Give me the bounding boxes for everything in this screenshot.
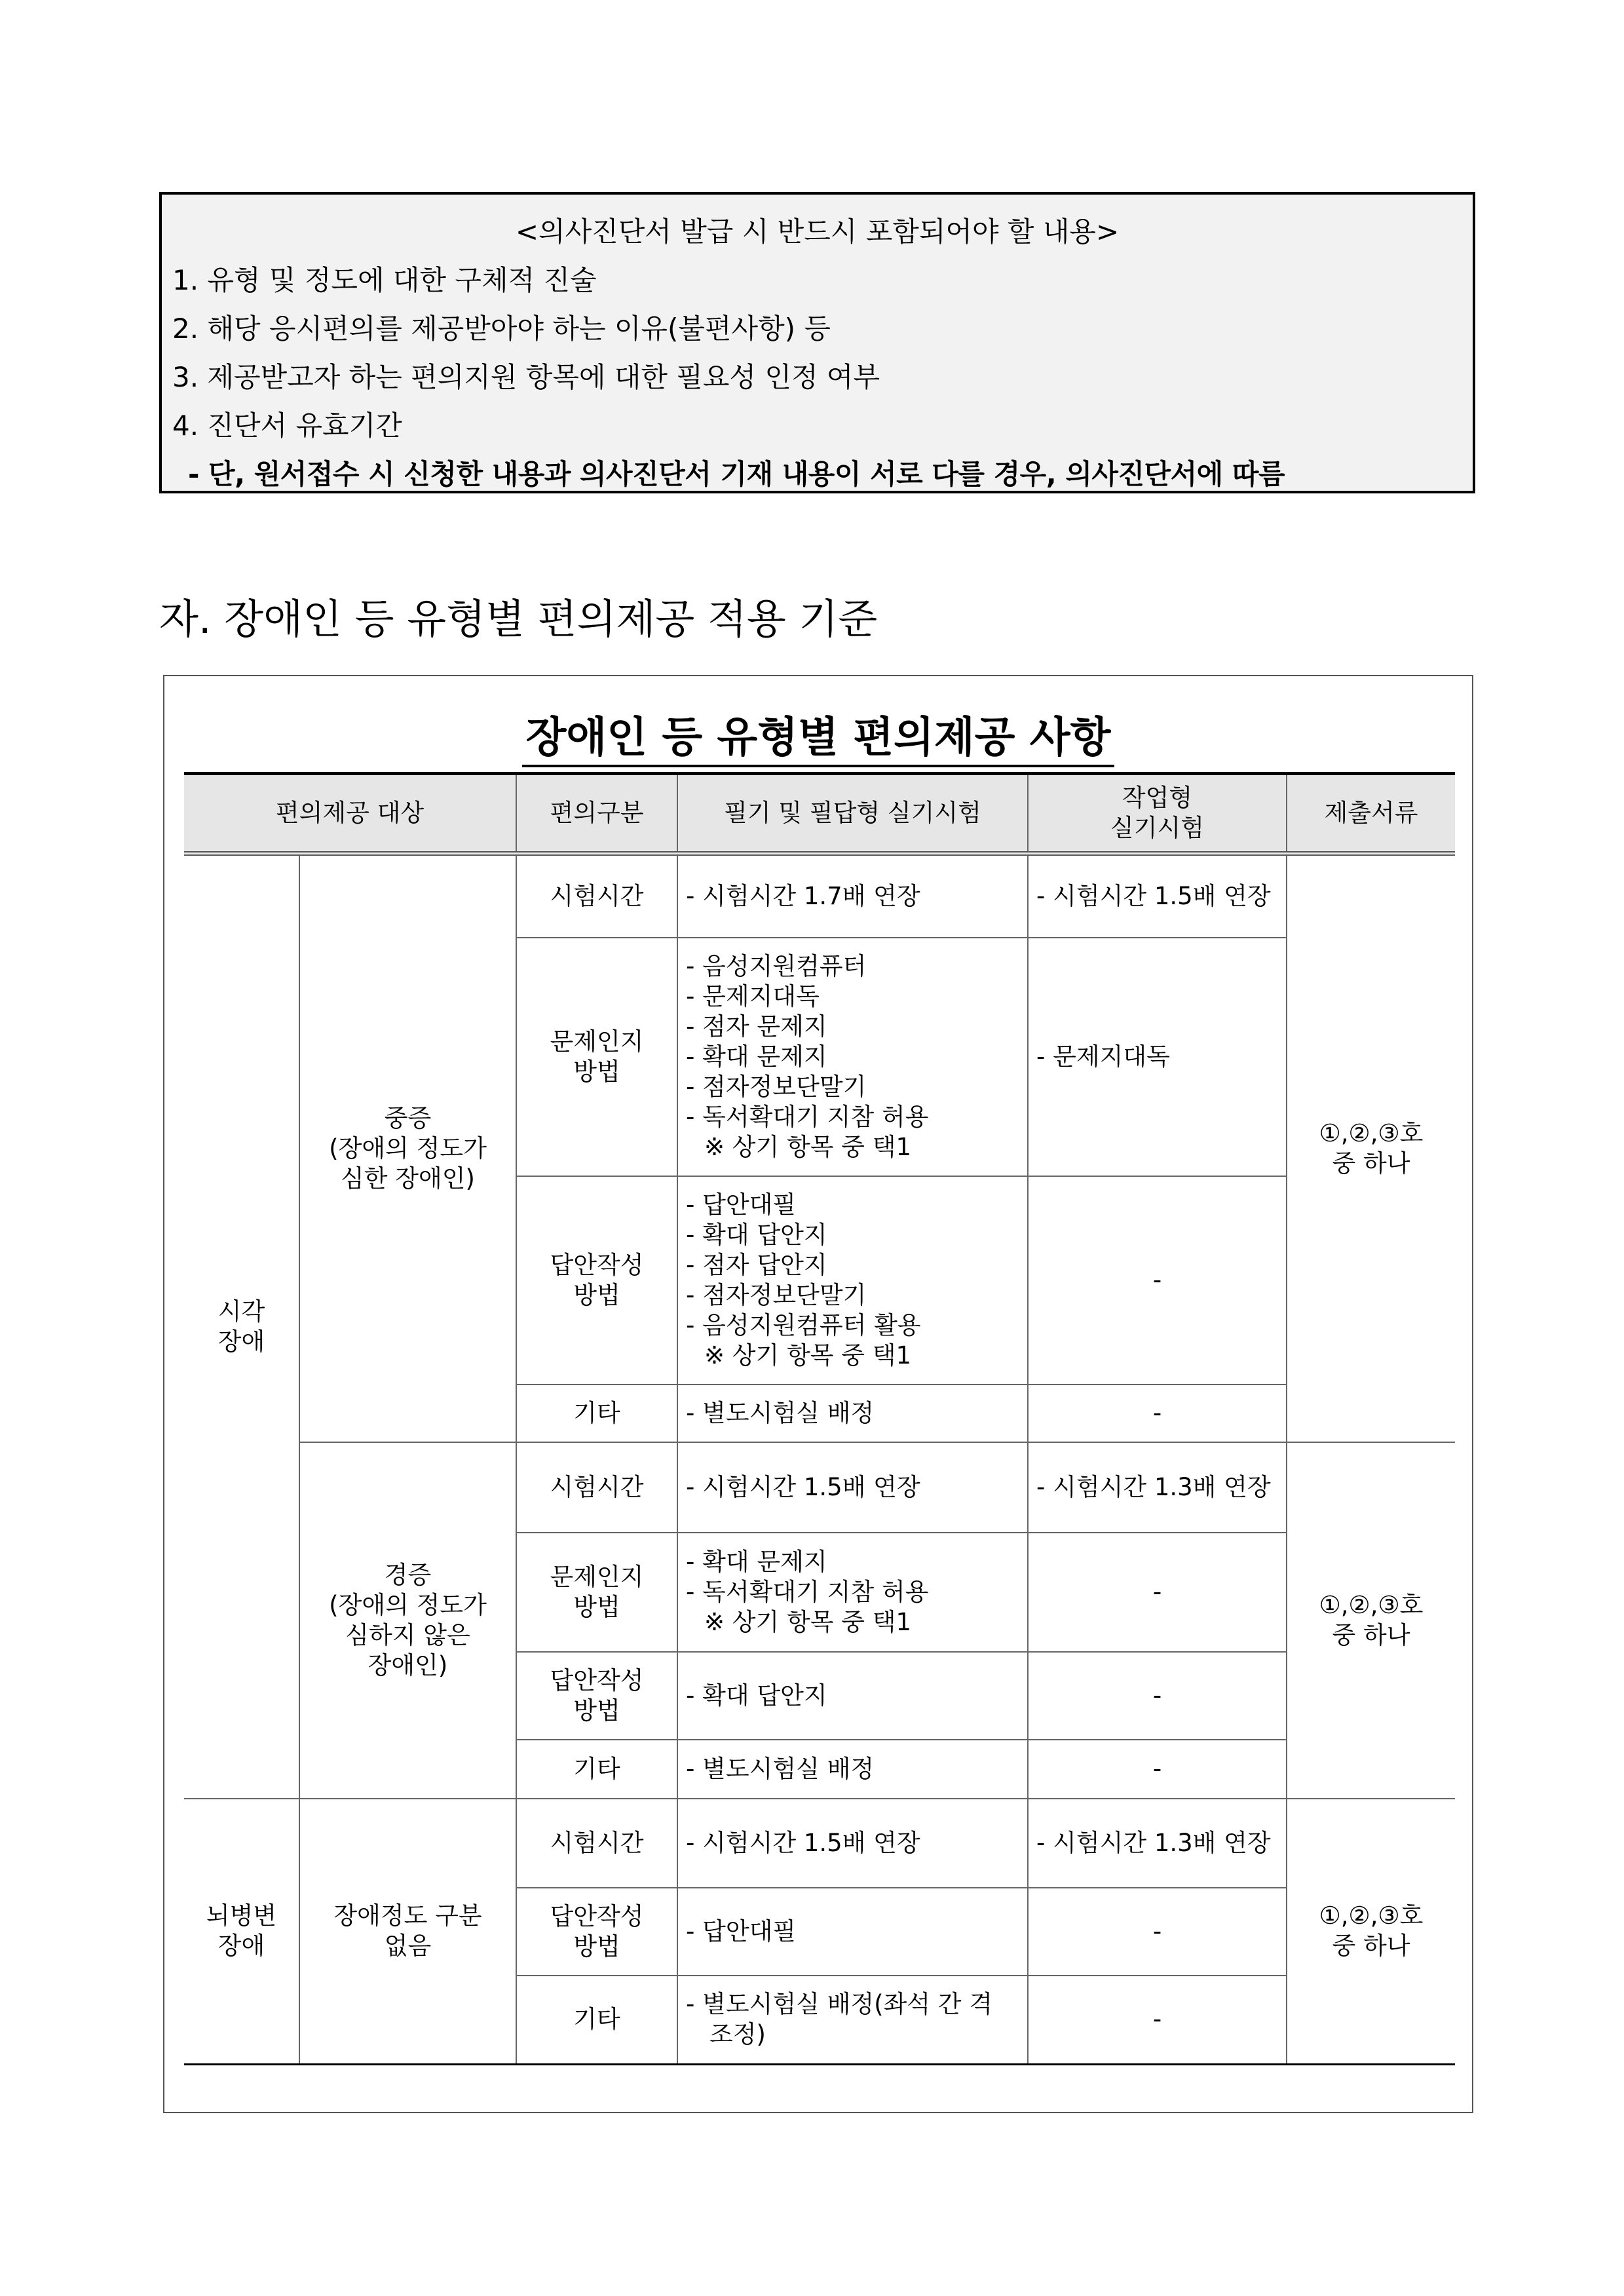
category-cell: 답안작성 방법 xyxy=(516,1176,677,1385)
list-item: - 시험시간 1.3배 연장 xyxy=(1036,1472,1271,1501)
severity-mild: 경증 (장애의 정도가 심하지 않은 장애인) xyxy=(299,1442,516,1799)
practical-cell xyxy=(1028,1799,1287,1888)
list-item: - 독서확대기 지참 허용 xyxy=(686,1102,929,1131)
documents-severe: ①,②,③호 중 하나 xyxy=(1287,854,1455,1442)
category-cell: 시험시간 xyxy=(516,1442,677,1533)
practical-cell: - xyxy=(1028,1888,1287,1976)
disability-brain: 뇌병변 장애 xyxy=(184,1799,299,2065)
table-row xyxy=(184,1799,1455,1888)
list-item: - 음성지원컴퓨터 활용 xyxy=(686,1311,921,1339)
header-written: 필기 및 필답형 실기시험 xyxy=(677,774,1028,854)
header-practical: 작업형 실기시험 xyxy=(1028,774,1287,854)
practical-cell: - xyxy=(1028,1533,1287,1652)
list-item: - 문제지대독 xyxy=(1036,1042,1170,1071)
section-heading: 자. 장애인 등 유형별 편의제공 적용 기준 xyxy=(159,595,878,643)
notice-item-1: 1. 유형 및 정도에 대한 구체적 진술 xyxy=(172,264,597,296)
written-cell xyxy=(677,1385,1028,1442)
category-cell: 문제인지 방법 xyxy=(516,1533,677,1652)
table-header-row xyxy=(184,774,1455,854)
notice-item-3: 3. 제공받고자 하는 편의지원 항목에 대한 필요성 인정 여부 xyxy=(172,361,880,393)
note-item: ※ 상기 항목 중 택1 xyxy=(704,1607,912,1636)
disability-visual: 시각 장애 xyxy=(184,854,299,1799)
list-item: - 시험시간 1.5배 연장 xyxy=(1036,881,1271,910)
documents-mild: ①,②,③호 중 하나 xyxy=(1287,1442,1455,1799)
accommodation-table xyxy=(184,772,1455,2065)
severity-brain: 장애정도 구분 없음 xyxy=(299,1799,516,2065)
table-row xyxy=(184,854,1455,938)
notice-note: - 단, 원서접수 시 신청한 내용과 의사진단서 기재 내용이 서로 다를 경우, 의사진단서에 따름 xyxy=(188,458,1285,490)
list-item: - 확대 문제지 xyxy=(686,1547,827,1576)
list-item: - 점자정보단말기 xyxy=(686,1280,867,1309)
list-item: - 시험시간 1.5배 연장 xyxy=(686,1472,920,1501)
written-cell xyxy=(677,1740,1028,1799)
table-frame xyxy=(163,675,1473,2113)
category-cell: 시험시간 xyxy=(516,1799,677,1888)
practical-cell: - xyxy=(1028,1976,1287,2065)
written-cell xyxy=(677,1799,1028,1888)
practical-cell: - xyxy=(1028,1385,1287,1442)
category-cell: 답안작성 방법 xyxy=(516,1652,677,1740)
written-cell xyxy=(677,854,1028,938)
list-item: - 시험시간 1.7배 연장 xyxy=(686,881,920,910)
list-item: - 별도시험실 배정(좌석 간 격 조정) xyxy=(686,1990,992,2049)
written-cell xyxy=(677,1652,1028,1740)
list-item: - 문제지대독 xyxy=(686,982,820,1010)
written-cell xyxy=(677,1176,1028,1385)
written-cell xyxy=(677,1888,1028,1976)
note-item: ※ 상기 항목 중 택1 xyxy=(704,1341,912,1369)
notice-item-2: 2. 해당 응시편의를 제공받아야 하는 이유(불편사항) 등 xyxy=(172,313,831,345)
practical-cell xyxy=(1028,1442,1287,1533)
diagnosis-notice-box xyxy=(159,192,1475,493)
list-item: - 별도시험실 배정 xyxy=(686,1398,875,1427)
table-title-text: 장애인 등 유형별 편의제공 사항 xyxy=(522,714,1115,767)
list-item: - 음성지원컴퓨터 xyxy=(686,951,867,980)
written-cell xyxy=(677,938,1028,1176)
list-item: - 점자 문제지 xyxy=(686,1012,827,1041)
list-item: - 답안대필 xyxy=(686,1190,797,1219)
list-item: - 확대 문제지 xyxy=(686,1042,827,1071)
list-item: - 독서확대기 지참 허용 xyxy=(686,1577,929,1606)
list-item: - 점자 답안지 xyxy=(686,1250,827,1279)
table-row xyxy=(184,1442,1455,1533)
category-cell: 기타 xyxy=(516,1976,677,2065)
list-item: - 확대 답안지 xyxy=(686,1681,827,1710)
list-item: - 답안대필 xyxy=(686,1917,797,1945)
header-documents: 제출서류 xyxy=(1287,774,1455,854)
practical-cell xyxy=(1028,854,1287,938)
notice-title: <의사진단서 발급 시 반드시 포함되어야 할 내용> xyxy=(515,216,1120,248)
header-category: 편의구분 xyxy=(516,774,677,854)
note-item: ※ 상기 항목 중 택1 xyxy=(704,1132,912,1161)
severity-severe: 중증 (장애의 정도가 심한 장애인) xyxy=(299,854,516,1442)
notice-item-4: 4. 진단서 유효기간 xyxy=(172,410,402,442)
written-cell xyxy=(677,1976,1028,2065)
category-cell: 답안작성 방법 xyxy=(516,1888,677,1976)
list-item: - 확대 답안지 xyxy=(686,1220,827,1249)
list-item: - 별도시험실 배정 xyxy=(686,1754,875,1783)
documents-brain: ①,②,③호 중 하나 xyxy=(1287,1799,1455,2065)
practical-cell xyxy=(1028,938,1287,1176)
written-cell xyxy=(677,1533,1028,1652)
practical-cell: - xyxy=(1028,1176,1287,1385)
header-target: 편의제공 대상 xyxy=(184,774,516,854)
category-cell: 기타 xyxy=(516,1385,677,1442)
list-item: - 점자정보단말기 xyxy=(686,1072,867,1101)
list-item: - 시험시간 1.3배 연장 xyxy=(1036,1828,1271,1857)
written-cell xyxy=(677,1442,1028,1533)
practical-cell: - xyxy=(1028,1740,1287,1799)
category-cell: 문제인지 방법 xyxy=(516,938,677,1176)
table-title xyxy=(164,704,1472,764)
category-cell: 기타 xyxy=(516,1740,677,1799)
list-item: - 시험시간 1.5배 연장 xyxy=(686,1828,920,1857)
category-cell: 시험시간 xyxy=(516,854,677,938)
practical-cell: - xyxy=(1028,1652,1287,1740)
